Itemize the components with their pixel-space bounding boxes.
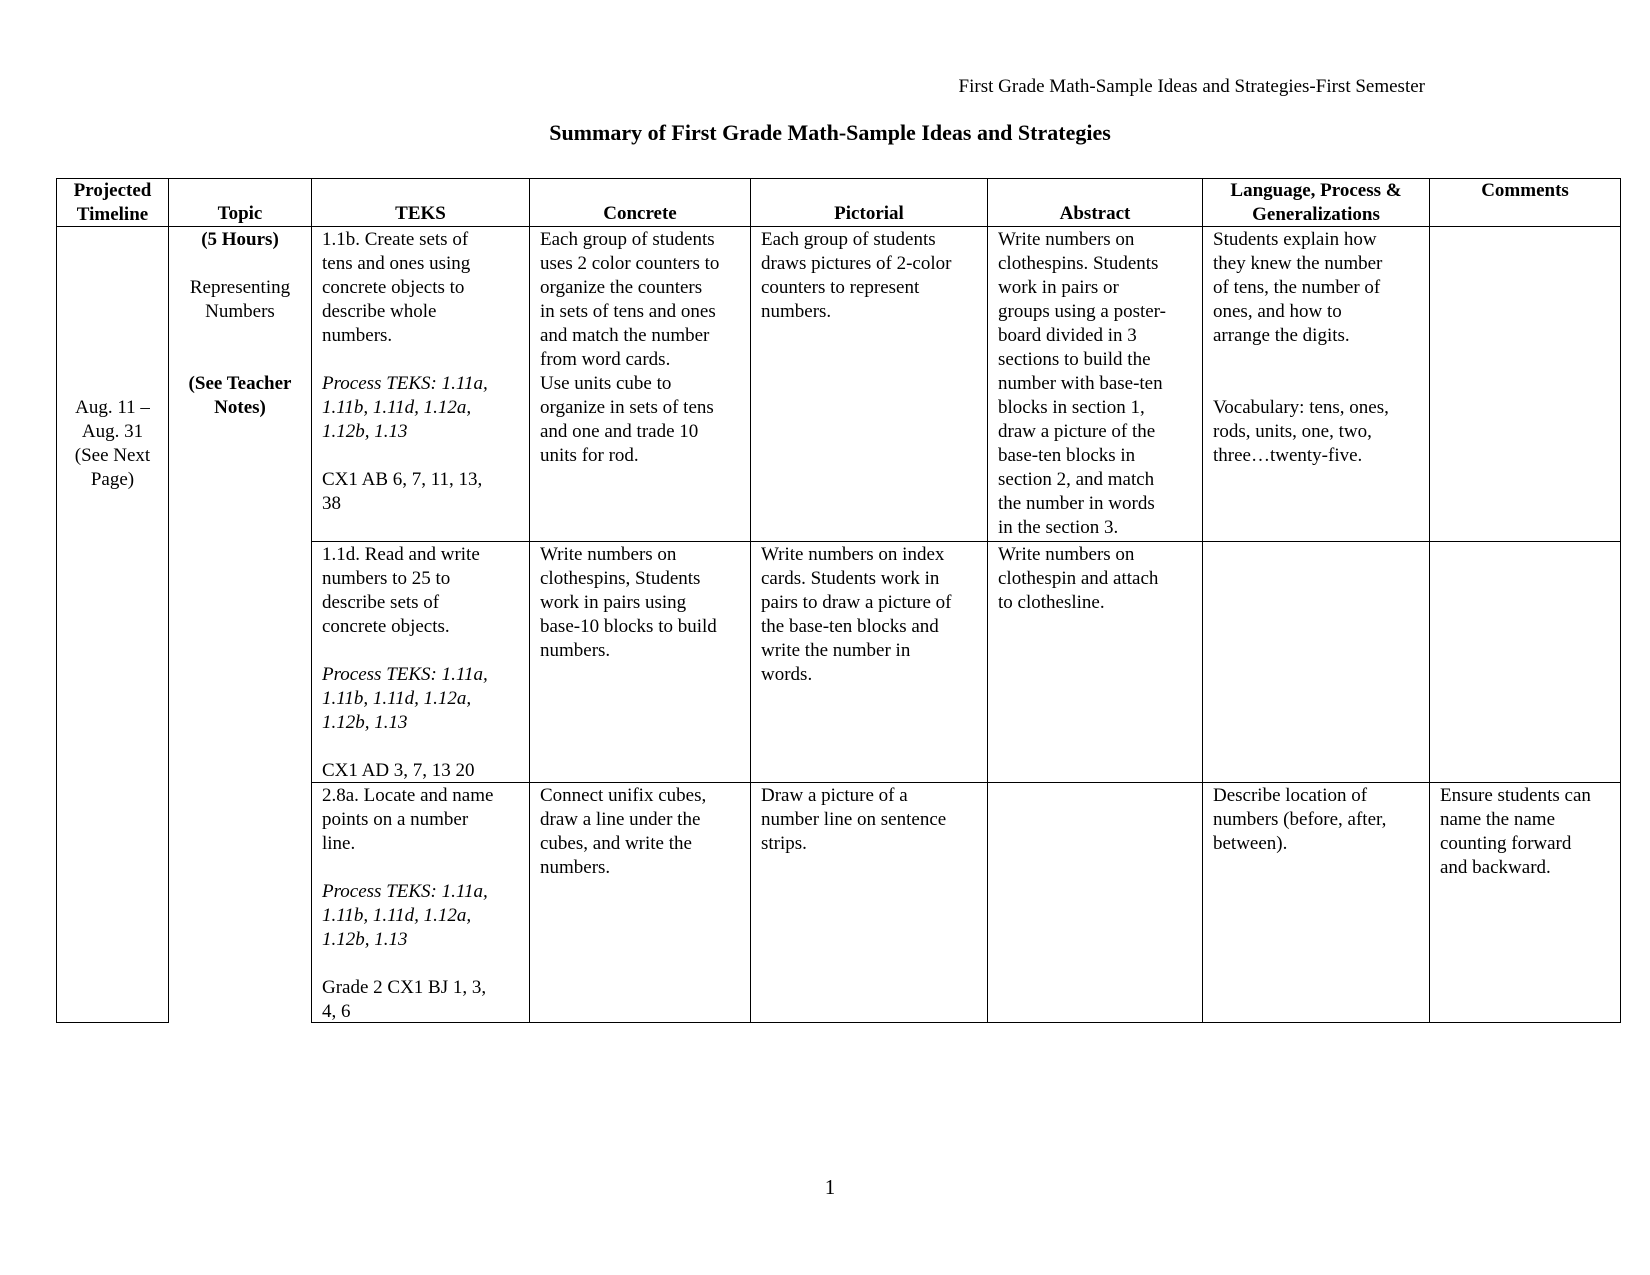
row2-teks: 1.1d. Read and write numbers to 25 to describe sets of concrete objects. Process TEKS: 1.11a, 1.11b, 1.11d, 1.12a, 1.12b, 1.13 CX1 AD 3, 7, 13 20 xyxy=(322,544,488,781)
row3-pictorial: Draw a picture of a number line on sentence strips. xyxy=(761,785,947,854)
header-abstract: Abstract xyxy=(1059,203,1131,224)
topic-notes: (See Teacher Notes) xyxy=(188,373,292,418)
row1-concrete: Each group of students uses 2 color counters to organize the counters in sets of tens and ones and match the number from word cards. Use units cube to organize in sets of tens and one and trade 10 units for rod. xyxy=(540,229,720,466)
row1-abstract: Write numbers on clothespins. Students work in pairs or groups using a poster- board divided in 3 sections to build the number with base-ten blocks in section 1, draw a picture of the base-ten blocks in section 2, and match the number in words in the section 3. xyxy=(998,229,1166,538)
timeline-cell: Aug. 11 – Aug. 31 (See Next Page) xyxy=(74,397,151,490)
row2-language xyxy=(1203,542,1429,543)
row3-language: Describe location of numbers (before, after, between). xyxy=(1213,785,1387,854)
header-language-process: Language, Process & Generalizations xyxy=(1230,180,1402,225)
row3-comments: Ensure students can name the name counting forward and backward. xyxy=(1440,785,1591,878)
document-title: Summary of First Grade Math-Sample Ideas and Strategies xyxy=(549,120,1111,145)
row1-language: Students explain how they knew the number of tens, the number of ones, and how to arrange the digits. Vocabulary: tens, ones, rods, units, one, two, three…twenty-five. xyxy=(1213,229,1389,466)
header-projected-timeline: Projected Timeline xyxy=(73,180,152,225)
row1-teks: 1.1b. Create sets of tens and ones using concrete objects to describe whole numbers. Process TEKS: 1.11a, 1.11b, 1.11d, 1.12a, 1.12b, 1.13 CX1 AB 6, 7, 11, 13, 38 xyxy=(322,229,488,514)
timeline-bottom-border xyxy=(56,1022,169,1023)
header-pictorial: Pictorial xyxy=(834,203,904,224)
header-teks: TEKS xyxy=(395,203,446,224)
header-topic: Topic xyxy=(217,203,263,224)
topic-cell xyxy=(169,227,311,420)
row1-comments xyxy=(1430,227,1620,228)
vline-right xyxy=(1620,178,1621,1023)
row2-abstract: Write numbers on clothespin and attach to clothesline. xyxy=(998,544,1159,613)
row2-comments xyxy=(1430,542,1620,543)
row2-pictorial: Write numbers on index cards. Students work in pairs to draw a picture of the base-ten blocks and write the number in words. xyxy=(761,544,952,685)
row2-concrete: Write numbers on clothespins, Students work in pairs using base-10 blocks to build numbers. xyxy=(540,544,717,661)
header-concrete: Concrete xyxy=(603,203,677,224)
page-header: First Grade Math-Sample Ideas and Strategies-First Semester xyxy=(958,76,1425,97)
header-comments: Comments xyxy=(1481,180,1569,201)
vline-left xyxy=(56,178,57,1023)
row3-abstract xyxy=(988,783,1202,784)
row1-pictorial: Each group of students draws pictures of 2-color counters to represent numbers. xyxy=(761,229,952,322)
page-number: 1 xyxy=(824,1175,836,1199)
row3-teks: 2.8a. Locate and name points on a number line. Process TEKS: 1.11a, 1.11b, 1.11d, 1.12a, 1.12b, 1.13 Grade 2 CX1 BJ 1, 3, 4, 6 xyxy=(322,785,494,1022)
vline-language xyxy=(1429,178,1430,1023)
topic-name: Representing Numbers xyxy=(189,277,291,322)
topic-hours: (5 Hours) xyxy=(201,229,279,250)
row3-concrete: Connect unifix cubes, draw a line under the cubes, and write the numbers. xyxy=(540,785,707,878)
